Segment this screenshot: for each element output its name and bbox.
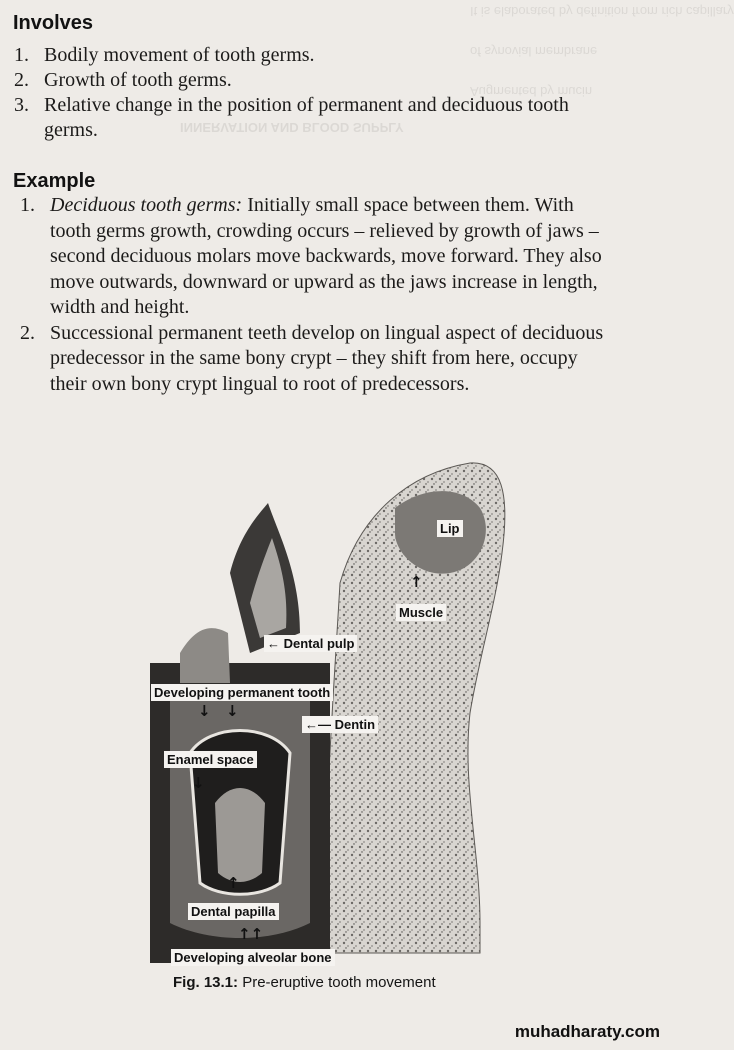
arrow-left-icon: ←— bbox=[305, 717, 335, 732]
caption-label: Fig. 13.1: bbox=[173, 974, 239, 991]
list-item bbox=[14, 68, 614, 93]
list-item-text: Bodily movement of tooth germs. bbox=[44, 44, 315, 66]
label-lip: Lip bbox=[437, 520, 463, 537]
list-number: 2. bbox=[14, 69, 29, 91]
list-number: 2. bbox=[20, 321, 35, 344]
arrow-down-icon: ↓ bbox=[192, 774, 205, 792]
list-item-text: Growth of tooth germs. bbox=[44, 69, 232, 91]
bleed-through-line: It is elaborated by definition from rich capillary bbox=[470, 4, 734, 19]
caption-text: Pre-eruptive tooth movement bbox=[238, 974, 436, 991]
list-number: 1. bbox=[20, 194, 35, 216]
arrow-up-icon: ↑ bbox=[410, 573, 423, 591]
arrow-down-icon: ↓ bbox=[226, 702, 239, 720]
list-item-text: Successional permanent teeth develop on lingual aspect of deciduous predecessor in the same bony crypt – they shift from here, occupy their own bony crypt lingual to root of predecessors. bbox=[50, 321, 604, 395]
arrow-up-icon: ↑↑ bbox=[238, 925, 264, 943]
arrow-left-icon: ← bbox=[267, 636, 284, 651]
involves-heading: Involves bbox=[13, 12, 94, 34]
list-number: 3. bbox=[14, 94, 29, 116]
bleed-through-line: Augmented by mucin bbox=[470, 84, 593, 99]
list-item-text: Relative change in the position of permanent and deciduous tooth germs. bbox=[44, 94, 569, 141]
label-text: Dental pulp bbox=[283, 636, 355, 651]
label-developing-alveolar-bone: Developing alveolar bone bbox=[171, 949, 335, 966]
arrow-up-icon: ↑ bbox=[227, 874, 240, 892]
bleed-through-line: of synovial membrane bbox=[470, 44, 598, 59]
label-dental-pulp bbox=[264, 635, 357, 652]
list-item-text: Initially small space between them. With tooth germs growth, crowding occurs – relieved by growth of jaws – second deciduous molars move backwards, move forward. They also move outwards, downward or upward as the jaws increase in length, width and height. bbox=[50, 194, 602, 318]
label-dental-papilla: Dental papilla bbox=[188, 903, 279, 920]
bleed-through-title: INNERVATION AND BLOOD SUPPLY bbox=[180, 120, 404, 135]
list-item bbox=[14, 193, 614, 321]
label-dentin bbox=[302, 716, 378, 733]
figure-caption bbox=[173, 974, 436, 991]
list-item bbox=[14, 93, 614, 143]
label-developing-permanent-tooth: Developing permanent tooth bbox=[151, 684, 333, 701]
arrow-down-icon: ↓ bbox=[198, 702, 211, 720]
list-item bbox=[14, 321, 614, 398]
list-number: 1. bbox=[14, 44, 29, 66]
list-item bbox=[14, 43, 614, 68]
example-heading: Example bbox=[13, 170, 96, 192]
label-muscle: Muscle bbox=[396, 604, 446, 621]
label-enamel-space: Enamel space bbox=[164, 751, 257, 768]
label-text: Dentin bbox=[334, 717, 376, 732]
example-list bbox=[14, 193, 614, 397]
involves-list bbox=[14, 43, 614, 143]
watermark: muhadharaty.com bbox=[514, 1022, 660, 1041]
list-item-lead: Deciduous tooth germs: bbox=[50, 194, 243, 216]
